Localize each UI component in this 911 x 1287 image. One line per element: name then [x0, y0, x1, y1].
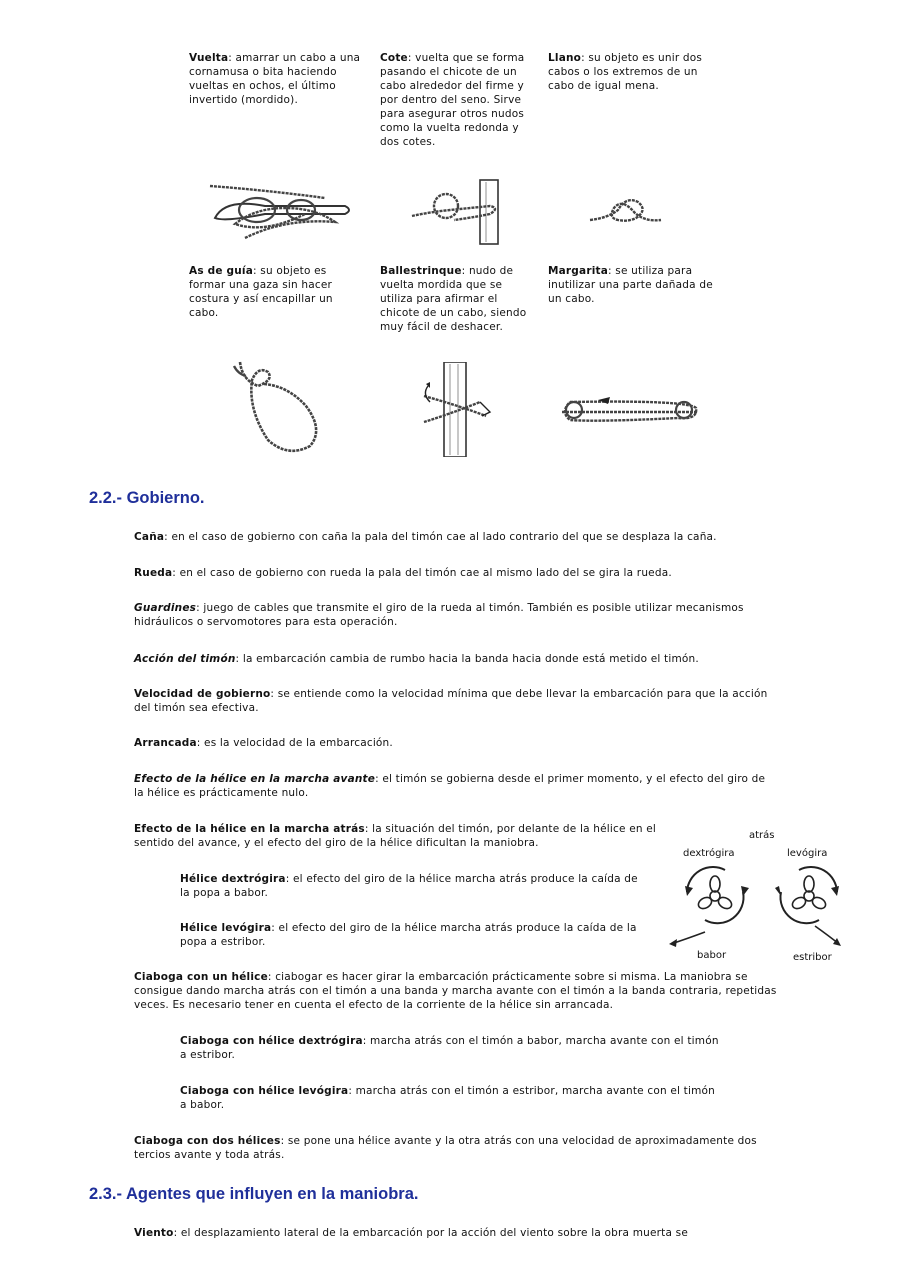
item-term: Ciaboga con hélice dextrógira	[180, 1035, 363, 1047]
item-term: Guardines	[134, 602, 197, 614]
item-term: Efecto de la hélice en la marcha avante	[134, 773, 376, 785]
item-efecto-avante: Efecto de la hélice en la marcha avante: el timón se gobierna desde el primer momento, y el efecto del giro de la hélice es prácticamente nulo.	[134, 773, 766, 799]
item-term: Arrancada	[134, 737, 197, 749]
item-helice-levogira: Hélice levógira: el efecto del giro de la hélice marcha atrás produce la caída de la popa a estribor.	[180, 922, 637, 948]
item-desc: el desplazamiento lateral de la embarcación por la acción del viento sobre la obra muerta se	[180, 1227, 688, 1239]
item-ciaboga-un-helice: Ciaboga con un hélice: ciabogar es hacer girar la embarcación prácticamente sobre si misma. La maniobra se consigue dando marcha atrás con el timón a una banda y marcha avante con el timón a la banda contraria, repetidas veces. Es necesario tener en cuenta el efecto de la corriente de la hélice sin arrancada.	[134, 971, 777, 1011]
diagram-label-atras: atrás	[749, 830, 775, 841]
item-desc: la situación del timón, por delante de la hélice en el sentido del avance, y el efecto del giro de la hélice dificultan la maniobra.	[134, 823, 657, 849]
item-ciaboga-dos-helices: Ciaboga con dos hélices: se pone una hélice avante y la otra atrás con una velocidad de aproximadamente dos tercios avante y toda atrás.	[134, 1135, 757, 1161]
item-desc: en el caso de gobierno con caña la pala del timón cae al lado contrario del que se desplaza la caña.	[171, 531, 717, 543]
item-desc: juego de cables que transmite el giro de la rueda al timón. También es posible utilizar mecanismos hidráulicos o servomotores para esta operación.	[134, 602, 744, 628]
item-term: Ciaboga con dos hélices	[134, 1135, 281, 1147]
item-desc: ciabogar es hacer girar la embarcación prácticamente sobre si misma. La maniobra se consigue dando marcha atrás con el timón a una banda y marcha avante con el timón a la banda contraria, repetidas veces. Es necesario tener en cuenta el efecto de la corriente de la hélice sin arrancada.	[134, 971, 777, 1011]
knot-ballestrinque-text: Ballestrinque: nudo de vuelta mordida que se utiliza para afirmar el chicote de un cabo, siendo muy fácil de deshacer.	[380, 265, 527, 333]
diagram-label-dextrogira: dextrógira	[683, 848, 735, 859]
section-title-gobierno: 2.2.- Gobierno.	[89, 489, 205, 507]
item-term: Hélice levógira	[180, 922, 272, 934]
item-accion-timon: Acción del timón: la embarcación cambia de rumbo hacia la banda hacia donde está metido el timón.	[134, 653, 699, 665]
item-ciaboga-dextrogira: Ciaboga con hélice dextrógira: marcha atrás con el timón a babor, marcha avante con el timón a estribor.	[180, 1035, 719, 1061]
knot-term: Ballestrinque	[380, 265, 462, 277]
item-term: Viento	[134, 1227, 174, 1239]
item-viento: Viento: el desplazamiento lateral de la embarcación por la acción del viento sobre la obra muerta se	[134, 1227, 688, 1239]
knot-vuelta-text: Vuelta: amarrar un cabo a una cornamusa o bita haciendo vueltas en ochos, el último invertido (mordido).	[189, 52, 361, 106]
knot-desc: su objeto es formar una gaza sin hacer costura y así encapillar un cabo.	[189, 265, 333, 319]
knot-margarita-text: Margarita: se utiliza para inutilizar una parte dañada de un cabo.	[548, 265, 713, 305]
section-title-agentes: 2.3.- Agentes que influyen en la maniobra.	[89, 1185, 419, 1203]
propeller-dextrogira-icon	[685, 867, 749, 923]
item-ciaboga-levogira: Ciaboga con hélice levógira: marcha atrás con el timón a estribor, marcha avante con el timón a babor.	[180, 1085, 716, 1111]
knot-desc: vuelta que se forma pasando el chicote de un cabo alrededor del firme y por dentro del seno. Sirve para asegurar otros nudos como la vuelta redonda y dos cotes.	[380, 52, 525, 148]
diagram-label-estribor: estribor	[793, 952, 832, 963]
item-term: Ciaboga con hélice levógira	[180, 1085, 349, 1097]
diagram-label-levogira: levógira	[787, 848, 828, 859]
cleat-hitch-icon	[205, 178, 355, 246]
propeller-levogira-icon	[775, 867, 839, 923]
knot-term: Vuelta	[189, 52, 229, 64]
clove-hitch-icon	[420, 362, 495, 457]
knot-term: Llano	[548, 52, 582, 64]
bowline-icon	[228, 360, 328, 460]
item-desc: marcha atrás con el timón a estribor, marcha avante con el timón a babor.	[180, 1085, 716, 1111]
item-desc: en el caso de gobierno con rueda la pala del timón cae al mismo lado del se gira la rueda.	[179, 567, 672, 579]
knot-llano-text: Llano: su objeto es unir dos cabos o los extremos de un cabo de igual mena.	[548, 52, 703, 92]
knot-desc: su objeto es unir dos cabos o los extremos de un cabo de igual mena.	[548, 52, 703, 92]
diagram-label-babor: babor	[697, 950, 727, 961]
knot-desc: nudo de vuelta mordida que se utiliza para afirmar el chicote de un cabo, siendo muy fácil de deshacer.	[380, 265, 527, 333]
knot-desc: amarrar un cabo a una cornamusa o bita haciendo vueltas en ochos, el último invertido (mordido).	[189, 52, 361, 106]
item-desc: la embarcación cambia de rumbo hacia la banda hacia donde está metido el timón.	[242, 653, 699, 665]
item-desc: es la velocidad de la embarcación.	[204, 737, 393, 749]
item-term: Hélice dextrógira	[180, 873, 286, 885]
knot-desc: se utiliza para inutilizar una parte dañada de un cabo.	[548, 265, 713, 305]
item-term: Ciaboga con un hélice	[134, 971, 268, 983]
knot-cote-text: Cote: vuelta que se forma pasando el chicote de un cabo alrededor del firme y por dentro del seno. Sirve para asegurar otros nudos como la vuelta redonda y dos cotes.	[380, 52, 525, 148]
item-guardines: Guardines: juego de cables que transmite el giro de la rueda al timón. También es posible utilizar mecanismos hidráulicos o servomotores para esta operación.	[134, 602, 744, 628]
sheepshank-icon	[558, 388, 703, 430]
knot-term: Cote	[380, 52, 408, 64]
item-efecto-atras: Efecto de la hélice en la marcha atrás: la situación del timón, por delante de la hélice en el sentido del avance, y el efecto del giro de la hélice dificultan la maniobra.	[134, 823, 657, 849]
item-helice-dextrogira: Hélice dextrógira: el efecto del giro de la hélice marcha atrás produce la caída de la popa a babor.	[180, 873, 638, 899]
item-desc: el timón se gobierna desde el primer momento, y el efecto del giro de la hélice es prácticamente nulo.	[134, 773, 766, 799]
item-velocidad-gobierno: Velocidad de gobierno: se entiende como la velocidad mínima que debe llevar la embarcación para que la acción del timón sea efectiva.	[134, 688, 768, 714]
item-desc: el efecto del giro de la hélice marcha atrás produce la caída de la popa a estribor.	[180, 922, 637, 948]
item-desc: el efecto del giro de la hélice marcha atrás produce la caída de la popa a babor.	[180, 873, 638, 899]
item-arrancada: Arrancada: es la velocidad de la embarcación.	[134, 737, 393, 749]
propeller-diagram	[665, 826, 865, 964]
item-term: Caña	[134, 531, 165, 543]
knot-term: As de guía	[189, 265, 254, 277]
item-term: Velocidad de gobierno	[134, 688, 271, 700]
item-term: Efecto de la hélice en la marcha atrás	[134, 823, 365, 835]
half-hitch-icon	[410, 178, 505, 246]
reef-knot-icon	[588, 190, 663, 235]
item-desc: marcha atrás con el timón a babor, marcha avante con el timón a estribor.	[180, 1035, 719, 1061]
item-term: Rueda	[134, 567, 173, 579]
knot-term: Margarita	[548, 265, 608, 277]
item-term: Acción del timón	[134, 653, 236, 665]
item-desc: se pone una hélice avante y la otra atrás con una velocidad de aproximadamente dos tercios avante y toda atrás.	[134, 1135, 757, 1161]
item-desc: se entiende como la velocidad mínima que debe llevar la embarcación para que la acción del timón sea efectiva.	[134, 688, 768, 714]
item-rueda: Rueda: en el caso de gobierno con rueda la pala del timón cae al mismo lado del se gira la rueda.	[134, 567, 672, 579]
item-cana: Caña: en el caso de gobierno con caña la pala del timón cae al lado contrario del que se desplaza la caña.	[134, 531, 717, 543]
knot-as-de-guia-text: As de guía: su objeto es formar una gaza sin hacer costura y así encapillar un cabo.	[189, 265, 333, 319]
